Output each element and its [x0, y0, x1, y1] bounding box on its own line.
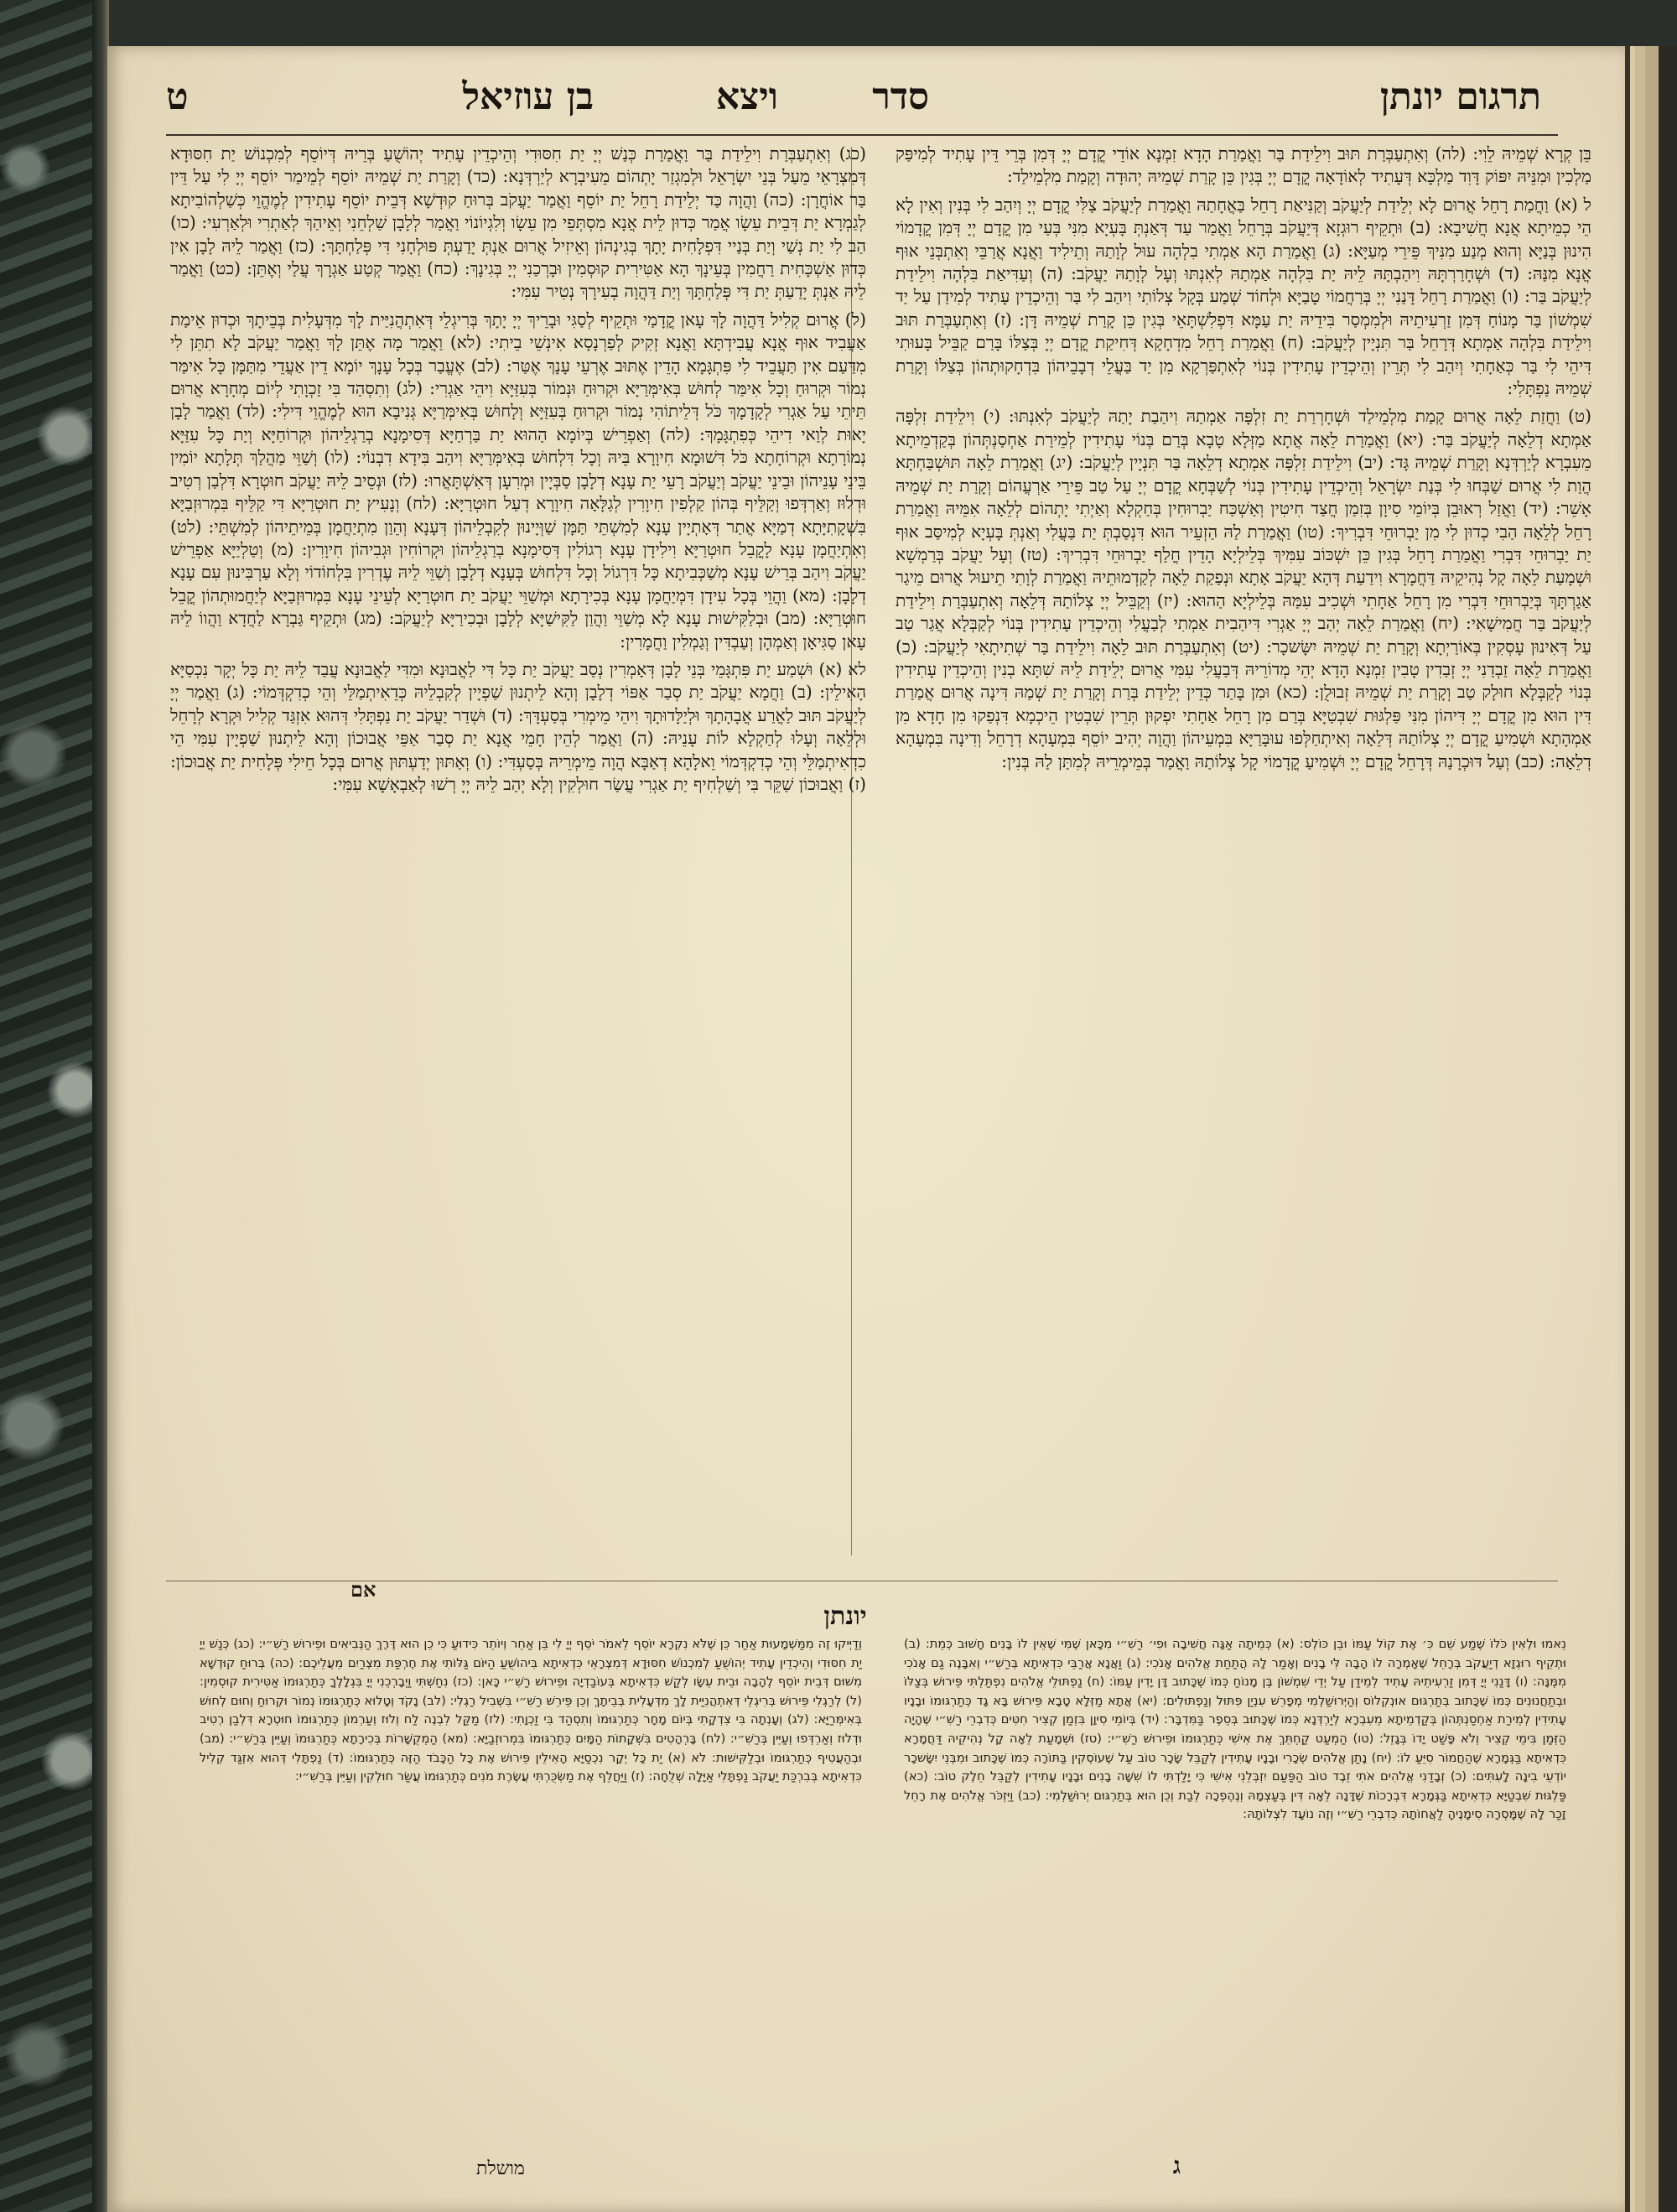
header-folio-letter: ט [166, 75, 189, 118]
header-parasha-name: ויצא [715, 75, 778, 118]
commentary-text: נֵאמוּ וּלְאִין כֹּלוֹ שֶׁמַע שֵׁם כִּ׳ אֶת קוֹל עַמּוֹ וּבֵן כּוֹלְס: (א) כְּמֵיתָה אַגָּה חֲשִׁיבָה וּפִי׳ רַשִׁ״י מִכָּאן שֶׁמִּי שֶׁאֵין לוֹ בָּנִים חָשׁוּב כְּמֵת: (ב) וּתְקֵיף רוּגְזָא דְיַעֲקֹב בְּרָחֵל שֶׁאָמְרָה לוֹ הָבָה לִּי בָנִים וְאָמַר לָהּ הֲתַחַת אֱלֹהִים אָנֹכִי: (ג) וַאֲנָא אֲרַבֵּי כִּדְאִיתָא בְּרַשִׁ״י וְאִבָּנֶה גַם אָנֹכִי מִמֶּנָּה: (ו) דָּנַנִי יְיָ דְּמִן זַרְעִיתֵיהּ עָתִיד לְמֵידַן עַל יְדֵי שִׁמְשׁוֹן בֶּן מָנוֹחַ כְּמוֹ שֶׁכָּתוּב דָּן יָדִין עַמּוֹ: (ח) נַפְתּוּלֵי אֱלֹהִים נִפְתַּלְתִּי פֵּירוּשׁ בְּצַלּוֹ וּבְתַחֲנוּנִים כְּמוֹ שֶׁכָּתוּב בְּתַרְגּוּם אוּנְקְלוֹס וְהַיְּרוּשַׁלְמִי מְפָרֵשׁ עִנְיַן פִּתּוּל וְנַפְתּוּלִים: (יא) אֲתָא מַזְּלָא טָבָא פֵּירוּשׁ בָּא גָד כְּתַרְגּוּמוֹ וּבָנָיו עָתִידִין לְמֵירַת אַחְסַנְתְּהוֹן בְּקַדְמֵיתָא מֵעִבְרָא לְיַרְדְּנָא כְּמוֹ שֶׁכָּתוּב בְּסֵפֶר בַּמִּדְבָּר: (יד) בְּיוֹמֵי סִיוָן בִּזְמַן קְצִיר חִטִּים כְּדִבְרֵי רַשִׁ״י שֶׁהָיָה הַזְּמַן בִּימֵי קְצִיר וְלֹא פָּשַׁט יָדוֹ בְּגָזֵל: (טו) הַמְעַט קַחְתֵּךְ אֶת אִישִׁי כְּתַרְגּוּמוֹ וּפֵירוּשׁ רַשִׁ״י: (טז) וּשְׁמָעַת לֵאָה קָל נְהִיקֵיהּ דַּחֲמָרָא כִּדְאִיתָא בַּגְּמָרָא שֶׁהַחֲמוֹר סִיֵּעַ לוֹ: (יח) נָתַן אֱלֹהִים שְׂכָרִי וּבָנָיו עָתִידִין לְקַבֵּל שָׂכָר טוֹב עַל שֶׁעוֹסְקִין בַּתּוֹרָה כְּמוֹ שֶׁכָּתוּב וּמִבְּנֵי יִשָּׂשכָר יוֹדְעֵי בִינָה לָעִתִּים: (כ) זְבָדַנִי אֱלֹהִים אֹתִי זֵבֶד טוֹב הַפַּעַם יִזְבְּלֵנִי אִישִׁי כִּי יָלַדְתִּי לוֹ שִׁשָּׁה בָנִים וּבָנָיו עָתִידִין לְקַבֵּל חֵלֶק טוֹב: (כא) פַּלְגּוּת שִׁבְטַיָּא כִּדְאִיתָא בַּגְּמָרָא דִּבְרָכוֹת שֶׁדָּנָה לֵאָה דִּין בְּעַצְמָהּ וְנֶהֶפְכָה לְבַת וְכֵן הוּא בְּתַרְגּוּם יְרוּשַׁלְמִי: (כב) וַיִּזְכֹּר אֱלֹהִים אֶת רָחֵל זָכַר לָהּ שֶׁמָּסְרָה סִימָנֶיהָ לַאֲחוֹתָהּ כְּדִבְרֵי רַשִׁ״י וְזֶה נוֹעָד לִצְלוֹתָהּ: [904, 1637, 1566, 1822]
commentary-column-left [200, 1635, 862, 2155]
next-page-edge [1625, 46, 1677, 2212]
text-paragraph: לא (א) וּשְׁמַע יַת פִּתְגָּמֵי בְּנֵי לָבָן דְּאָמְרִין נְסַב יַעֲקֹב יַת כָּל דִּי לַאֲבוּנָא וּמִדִּי לַאֲבוּנָא עֲבַד לֵיהּ יַת כָּל יְקָר נִכְסַיָּא הָאִילֵין: (ב) וַחֲמָא יַעֲקֹב יַת סְבַר אַפּוֹי דְלָבָן וְהָא לֵיתְנוּן שַׁפְיָין לְקִבְלֵיהּ כְּדֵאִיתְמַלֵּי וְהֵי כְדִקְדְּמוֹי: (ג) וַאֲמַר יְיָ לְיַעֲקֹב תּוּב לַאֲרַע אֲבָהָתָךְ וּלְיַלָּדוּתָךְ וִיהֵי מֵימְרִי בְּסַעְדָּךְ: (ד) וּשְׁדַר יַעֲקֹב יַת נַפְתָּלִי דְּהוּא אִזְגַּד קְלִיל וּקְרָא לְרָחֵל וּלְלֵאָה וְעָלוּ לְחַקְלָא לוֹת עָנֵיהּ: (ה) וַאֲמַר לְהֵין חָמֵי אֲנָא יַת סְבַר אַפֵּי אֲבוּכוֹן וְהָא לֵיתְנוּן שַׁפְיָין עִמִּי הֵי כִדְאִיתְמַלֵּי וְהֵי כְדִקְדְּמוֹי וֵאלָהָא דְאַבָּא הֲוָה מֵימְרֵיהּ בְּסַעְדִּי: (ו) וְאַתּוּן יְדַעְתּוּן אֲרוּם בְּכָל חֵילִי פְּלָחִית יַת אֲבוּכוֹן: (ז) וַאֲבוּכוֹן שַׁקֵּר בִּי וְשַׁלְחִיף יַת אַגְרִי עֲשַׂר חוּלְקִין וְלָא יְהַב לֵיהּ יְיָ רְשׁוּ לְאַבְאָשָׁא עִמִּי: [170, 658, 866, 794]
text-paragraph: ל (א) וַחֲמַת רָחֵל אֲרוּם לָא יְלֵידַת לְיַעֲקֹב וְקַנִּיאַת רָחֵל בַּאֲחָתַהּ וַאֲמַרַת לְיַעֲקֹב צַלִּי קֳדָם יְיָ וְיִהַב לִי בְּנִין וְאִין לָא הֵי כְמֵיתָא אֲנָא חֲשִׁיבָא: (ב) וּתְקֵיף רוּגְזָא דְּיַעֲקֹב בְּרָחֵל וַאֲמַר עַד דְּאַנְתְּ בָּעְיָא מִנִּי בְּעַי מִן קֳדָם יְיָ דְּמִן קֳדָמוֹי הִינוּן בְּנַיָּא וְהוּא מְנַע מִנִּיךְ פֵּירֵי מְעַיָּא: (ג) וַאֲמַרַת הָא אַמְתִי בִלְהָה עוּל לְוָתַהּ וְתֵילִיד וַאֲנָא אֲרַבֵּי וְאִתְבְּנֵי אוּף אֲנָא מִנַּהּ: (ד) וּשְׁחָרַרְתָּהּ וִיהַבְתָּהּ לֵיהּ יַת בִּלְהָה אַמְתַהּ לְאִנְתּוּ וְעָל לְוָתַהּ יַעֲקֹב: (ה) וְעַדִּיאַת בִּלְהָה וִילֵידַת לְיַעֲקֹב בַּר: (ו) וַאֲמַרַת רָחֵל דָּנַנִי יְיָ בְּרַחֲמוֹי טָבַיָּא וּלְחוֹד שְׁמַע בְּקָל צְלוֹתִי וִיהַב לִי בַּר וְהֵיכְדֵין עָתִיד לְמִידַן עַל יַד שִׁמְשׁוֹן בַּר מָנוֹחַ דְּמִן זַרְעִיתֵיהּ וּלְמִמְסַר בִּידֵיהּ יַת עַמָּא דִּפְלִשְׁתָּאֵי בְּגִין כֵּן קָרַת שְׁמֵיהּ דָּן: (ז) וְאִתְעַבְּרַת תּוּב וִילֵידַת בִּלְהָה אַמְתָא דְּרָחֵל בַּר תִּנְיָין לְיַעֲקֹב: (ח) וַאֲמַרַת רָחֵל מִדְחָקָא דְּחִיקַת קֳדָם יְיָ בְּצַלּוֹ בָּרַם קַבֵּיל בָּעוּתִי דִּיהֵי לִי בַּר כְּאַחָתִי וְיִהַב לִי תְּרֵין וְהֵיכְדֵין עָתִידִין בְּנוֹי לְאִתְפַּרְקָא מִן יַד בַּעֲלֵי דְבָבֵיהוֹן בִּדְחָקוּתְהוֹן בְּצַלּוֹ וְקָרַת שְׁמֵיהּ נַפְתָּלִי: [896, 194, 1591, 399]
text-paragraph: (ט) וַחֲזַת לֵאָה אֲרוּם קָמַת מִלְמֵילַד וּשְׁחָרְרַת יַת זִלְפָּה אַמְתַהּ וִיהַבַת יָתַהּ לְיַעֲקֹב לְאִנְתּוּ: (י) וִילֵידַת זִלְפָּה אַמְתָא דְלֵאָה לְיַעֲקֹב בַּר: (יא) וַאֲמַרַת לֵאָה אֲתָא מַזְּלָא טָבָא בְּרַם בְּנוֹי עָתִידִין לְמֵירַת אַחְסַנְתְּהוֹן בְּקַדְמֵיתָא מֵעִבְרָא לְיַרְדְּנָא וְקָרַת שְׁמֵיהּ גָּד: (יב) וִילֵידַת זִלְפָּה אַמְתָא דְלֵאָה בַּר תִּנְיָין לְיַעֲקֹב: (יג) וַאֲמַרַת לֵאָה תּוּשְׁבַּחְתָּא הֲוַת לִי אֲרוּם שַׁבְּחוּ לִי בְּנַת יִשְׂרָאֵל וְהֵיכְדֵין עָתִידִין בְּנוֹי לְשַׁבְּחָא קֳדָם יְיָ עַל טַב פֵּירֵי אַרְעֲהוֹם וְקָרַת יַת שְׁמֵיהּ אָשֵׁר: (יד) וַאֲזַל רְאוּבֵן בְּיוֹמֵי סִיוָן בְּזִמַן חֲצַד חִיטִין וְאַשְׁכַּח יַבְרוּחִין בְּחַקְלָא וְאַיְתִי יָתְהוֹם לְלֵאָה אִמֵּיהּ וַאֲמַרַת רָחֵל לְלֵאָה הַבִי כְדוּן לִי מִן יַבְרוּחֵי דִּבְרִיךְ: (טו) וַאֲמַרַת לַהּ הַזְעֵיר הוּא דִּנְסַבְתְּ יַת בַּעֲלִי וְאַנְתְּ בָּעְיָא לְמִיסַּב אוּף יַת יַבְרוּחֵי דִּבְרִי וַאֲמַרַת רָחֵל בְּגִין כֵּן יִשְׁכּוֹב עִמִּיךְ בְּלֵילְיָא הָדֵין חֳלַף יַבְרוּחֵי דִּבְרִיךְ: (טז) וְעָל יַעֲקֹב בְּרַמְשָׁא וּשְׁמָעַת לֵאָה קָל נְהִיקֵיהּ דַּחֲמָרָא וִידַעַת דְּהָא יַעֲקֹב אָתָא וּנְפַקַת לֵאָה לְקַדְמוּתֵיהּ וַאֲמַרַת לְוָתִי תֵיעוּל אֲרוּם מֵיגַר אַגַרְתָּךְ בְּיַבְרוּחֵי דִּבְרִי מִן רָחֵל אַחָתִי וּשְׁכִיב עִמַּהּ בְּלֵילְיָא הַהוּא: (יז) וְקַבֵּיל יְיָ צְלוֹתַהּ דְּלֵאָה וְאִתְעַבְּרַת וִילֵידַת לְיַעֲקֹב בַּר חֲמִישָׁאִי: (יח) וַאֲמַרַת לֵאָה יְהַב יְיָ אַגְרִי דִּיהַבִית אַמְתִי לְבַעֲלִי וְהֵיכְדֵין עָתִידִין בְּנוֹי לְקַבְּלָא אֲגַר טַב עַל דְּאִינוּן עָסְקִין בְּאוֹרַיְתָא וְקָרַת יַת שְׁמֵיהּ יִשָּׂשכָר: (יט) וְאִתְעַבְּרַת תּוּב לֵאָה וִילֵידַת בַּר שְׁתִיתָאִי לְיַעֲקֹב: (כ) וַאֲמַרַת לֵאָה זַבְדַנִי יְיָ זְבַדִין טָבִין זִמְנָא הָדָא יְהֵי מְדוֹרֵיהּ דְּבַעֲלִי עִמִּי אֲרוּם יְלֵידַת לֵיהּ שִׁתָּא בְנִין וְהֵיכְדֵין עָתִידִין בְּנוֹי לְקַבְּלָא חוּלָק טַב וְקָרַת יַת שְׁמֵיהּ זְבוּלֻן: (כא) וּמִן בָּתַר כְּדֵין יְלֵידַת בְּרַת וְקָרַת יַת שְׁמַהּ דִּינָה אֲרוּם אֲמַרַת דִּין הוּא מִן קֳדָם יְיָ דִּיהוֹן מִנִּי פַּלְגּוּת שִׁבְטַיָּא בְּרַם מִן רָחֵל אַחָתִי יִפְקוּן תְּרֵין שִׁבְטִין הֵיכְמָא דִּנְפַקוּ מִן חָדָא מִן אַמְהָתָא וּשְׁמִיעַ קֳדָם יְיָ צְלוֹתַהּ דְּלֵאָה וְאִיתְחַלְּפוּ עוּבָּרַיָּא בִּמְעֵיהוֹן וַהֲוָה יְהִיב יוֹסֵף בִּמְעָהָא דְרָחֵל וְדִינָה בִּמְעָהָא דְלֵאָה: (כב) וְעַל דּוּכְרָנַהּ דְּרָחֵל קֳדָם יְיָ וּשְׁמִיעַ קֳדָמוֹי קָל צְלוֹתַהּ וַאֲמַר בְּמֵימְרֵיהּ לְמִתַּן לַהּ בְּנִין: [896, 406, 1591, 771]
signature-letter: ג [1172, 2152, 1181, 2179]
commentary-title: יונתן [823, 1602, 867, 1631]
header-title-right: תרגום יונתן [1379, 75, 1541, 118]
book-page [107, 46, 1625, 2212]
book-spine [92, 0, 109, 2212]
main-text-column-left [170, 143, 866, 1581]
header-seder-label: סדר [872, 75, 929, 118]
header-title-left: בן עוזיאל [462, 75, 594, 118]
printer-signature-mark: מושלת [476, 2158, 525, 2179]
commentary-column-right [904, 1635, 1566, 2155]
text-paragraph: (ל) אֲרוּם קְלִיל דַּהֲוָה לָךְ עָאן קֳדָמַי וּתְקֵיף לְסַגִּי וּבָרֵיךְ יְיָ יָתָךְ בְּרִיגְלֵי דְּאִתְהֲנִיַּית לָךְ מִדְּעָלִית בְּבֵיתָךְ וּכְדוּן אֵימַת אַעֲבִיד אוּף אֲנָא עֲבִידְתָּא וַאֲנָא זְקִיק לְפַרְנָסָא אִינְשֵׁי בֵיתִי: (לא) וַאֲמַר מָה אֶתֵּן לָךְ וַאֲמַר יַעֲקֹב לָא תִתֵּן לִי מִדַּעַם אִין תַּעֲבֵיד לִי פִּתְגָּמָא הָדֵין אֶתּוּב אֶרְעֵי עָנָךְ אֶטַּר: (לב) אֶעֱבַר בְּכָל עָנָךְ יוֹמָא דֵין אַעֲדֵי מִתַּמָּן כָּל אִימַּר נְמוֹר וּקְרוּחַ וְכָל אִימַּר לְחוּשׁ בְּאִימְּרַיָּא וּקְרוּחַ וּנְמוֹר בְּעִזַּיָּא וִיהֵי אַגְרִי: (לג) וְתִסְהַד בִּי זַכְוָתִי לְיוֹם מְחָרָא אֲרוּם תֵּיתֵי עַל אַגְרִי לְקָדָמָךְ כֹּל דְּלֵיתוֹהִי נְמוֹר וּקְרוּחַ בְּעִזַּיָּא וְלָחוּשׁ בְּאִימְּרַיָּא גְּנִיבָא הוּא לְמֶהֱוֵי דִּילִי: (לד) וַאֲמַר לָבָן יָאוּת לְוַאי דִיהֵי כְּפִתְגָּמָךְ: (לה) וְאַפְרֵישׁ בְּיוֹמָא הַהוּא יַת בַּרְחַיָּא דְּסִימָנָא בְרַגְלֵיהוֹן וּקְרוֹחַיָּא וְיַת כָּל עִזַּיָּא נְמוֹרָתָא וּקְרוֹחָתָא כֹּל דִּשׁוּמָא חִיוָרָא בֵּיהּ וְכָל דִּלְחוּשׁ בְּאִימְּרַיָּא וִיהַב בִּידָא דִבְנוֹי: (לו) וְשַׁוֵּי מַהֲלַךְ תְּלָתָא יוֹמִין בֵּינֵי עָנֵיהוֹן וּבֵינֵי יַעֲקֹב וְיַעֲקֹב רָעֵי יַת עָנָא דְלָבָן סַבְּיָין וּמְרִעָן דְּאִשְׁתָּאֲרוּ: (לז) וּנְסֵיב לֵיהּ יַעֲקֹב חוּטְרָא דִּלְבַן רְטִיב וּדְלוּז וְאַרְדְּפוּ וְקַלֵּיף בְּהוֹן קַלְפִין חִיוָרִין לְגַלָּאָה חִיוָרָא דְעַל חוּטְרַיָּא: (לח) וְנָעִיץ יַת חוּטְרַיָּא דִּי קַלֵּיף בִּמְרוּזְבַיָּא בִּשְׁקָתִיָּתָא דְמַיָּא אֲתַר דְּאָתְיָין עָנָא לְמִשְׁתֵּי תַּמָּן שַׁוְּיָינוּן לְקִבְלֵיהוֹן דְּעָנָא וְהֵוַן מִתְיַחֲמָן בְּמֵיתֵיהוֹן לְמִשְׁתֵּי: (לט) וְאִתְיַחֲמָן עָנָא לָקֳבֵל חוּטְרַיָּא וִילִידָן עָנָא רְגוֹלִין דְּסִימָנָא בְרַגְלֵיהוֹן וּקְרוֹחִין וּגְבִיהוֹן חִיוָרִין: (מ) וְטַלְיַיָּא אַפְרֵישׁ יַעֲקֹב וִיהַב בְּרֵישׁ עָנָא מְשַׁכְּבִיתָא כָּל דִּרְגוֹל וְכָל דִּלְחוּשׁ בְּעָנָא דְלָבָן וְשַׁוֵּי לֵיהּ עֶדְרִין בִּלְחוֹדוֹי וְלָא עַרְבִּינוּן עִם עָנָא דְלָבָן: (מא) וַהֲוֵי בְּכָל עִידָן דִּמְיַחֲמָן עָנָא בְּכִירָתָא וּמְשַׁוֵּי יַעֲקֹב יַת חוּטְרַיָּא לְעֵינֵי עָנָא בִּמְרוּזְבַיָּא לְיַחֲמוּתְהוֹן קֳבֵל חוּטְרַיָּא: (מב) וּבְלַקִּישׁוּת עָנָא לָא מְשַׁוֵּי וַהֲוַן לַקִּישַׁיָּא לְלָבָן וּבְכִירַיָּא לְיַעֲקֹב: (מג) וּתְקֵיף גַּבְרָא לַחֲדָא וַהֲווֹ לֵיהּ עָאן סַגִּיאָן וְאַמְהָן וְעַבְדִּין וְגַמְלִין וַחֲמָרִין: [170, 309, 866, 652]
catchword: אם [350, 1577, 376, 1602]
running-header [158, 75, 1566, 126]
text-paragraph: (כג) וְאִתְעַבְּרַת וִילֵידַת בַּר וַאֲמַרַת כְּנַשׁ יְיָ יַת חִסּוּדִי וְהֵיכְדֵין עָתִיד יְהוֹשֻׁעַ בְּרֵיהּ דְּיוֹסֵף לְמִכְנוֹשׁ יַת חִסּוּדָא דְּמִצְרָאֵי מֵעַל בְּנֵי יִשְׂרָאֵל וּלְמִגְזַר יָתְהוֹם מֵעִיבְרָא לְיַרְדְּנָא: (כד) וְקָרַת יַת שְׁמֵיהּ יוֹסֵף לְמֵימַר יוֹסֵף יְיָ לִי עַל דֵּין בַּר אוֹחֲרָן: (כה) וַהֲוָה כַּד יְלֵידַת רָחֵל יַת יוֹסֵף וַאֲמַר יַעֲקֹב בְּרוּחַ קוּדְשָׁא דְּבֵית יוֹסֵף עָתִידִין לְמֶהֱוֵי כְּשַׁלְהוֹבִיתָא לְגַמְרָא יַת דְּבֵית עֵשָׂו אֲמַר כְּדוּן לֵית אֲנָא מִסְתְּפֵי מִן עֵשָׂו וְלִגְיוֹנוֹי וַאֲמַר לְלָבָן שַׁלְחֵנִי וְאֵיהַךְ לְאַתְרִי וּלְאַרְעִי: (כו) הַב לִי יַת נְשַׁי וְיַת בְּנַיי דִּפְלָחִית יָתָךְ בְּגִינְהוֹן וְאֵיזִיל אֲרוּם אַנְתְּ יָדַעְתְּ פּוּלְחָנִי דִּי פְּלַחְתָּךְ: (כז) וַאֲמַר לֵיהּ לָבָן אִין כְּדוּן אַשְׁכָּחִית רַחֲמִין בְּעֵינָךְ הָא אַטִּירִית קוּסְמִין וּבָרְכַנִי יְיָ בְּגִינָךְ: (כח) וַאֲמַר קְטַע אַגְרָךְ עֲלַי וְאֶתֵּן: (כט) וַאֲמַר לֵיהּ אַנְתְּ יָדַעַתְּ יַת דִּי פְּלַחְתָּךְ וְיַת דַּהֲוָה בְעִירָךְ נְטִיר עִמִּי: [170, 143, 866, 302]
header-rule [166, 134, 1558, 136]
commentary-text: וְדַיְּיקוּ זֶה מִמַּשְׁמָעוּת אַחַר כֵּן שֶׁלֹּא נִקְרָא יוֹסֵף לֵאמֹר יֹסֵף יְיָ לִי בֵּן אַחֵר וְיוֹתֵר כִּידוּעַ כִּי כֵן הוּא דֶּרֶךְ הַנְּבִיאִים וּפֵירוּשׁ רַשִׁ״י: (כג) כְּנַשׁ יְיָ יַת חִסּוּדִי וְהֵיכְדֵין עָתִיד יְהוֹשֻׁעַ לְמִכְנוֹשׁ חִסּוּדָא דְּמִצְרָאֵי כִּדְאִיתָא בִּיהוֹשֻׁעַ הַיּוֹם גַּלּוֹתִי אֶת חֶרְפַּת מִצְרַיִם מֵעֲלֵיכֶם: (כה) בְּרוּחַ קוּדְשָׁא מִשּׁוּם דְּבֵית יוֹסֵף לֶהָבָה וּבֵית עֵשָׂו לְקַשׁ כִּדְאִיתָא בְּעוֹבַדְיָה וּפֵירוּשׁ רַשִׁ״י כָּאן: (כז) נִחַשְׁתִּי וַיְבָרְכֵנִי יְיָ בִּגְלָלֶךָ כְּתַרְגּוּמוֹ אַטִּירִית קוּסְמִין: (ל) לְרַגְלִי פֵּירוּשׁ בְּרִיגְלֵי דְּאִתְהֲנִיַּית לָךְ מִדְּעָלִית בְּבֵיתָךְ וְכֵן פֵּירֵשׁ רַשִׁ״י בִּשְׁבִיל רַגְלִי: (לב) נָקֹד וְטָלוּא כְּתַרְגּוּמוֹ נְמוֹר וּקְרוּחַ וְחוּם לְחוּשׁ בְּאִימְּרַיָּא: (לג) וְעָנְתָה בִּי צִדְקָתִי בְּיוֹם מָחָר כְּתַרְגּוּמוֹ וְתִסְהַד בִּי זַכְוָתִי: (לז) מַקַּל לִבְנֶה לַח וְלוּז וְעַרְמוֹן כְּתַרְגּוּמוֹ חוּטְרָא דִּלְבַן רְטִיב וּדְלוּז וְאַרְדְּפוּ וְעַיֵּין בְּרַשִׁ״י: (לח) בָּרְהָטִים בִּשְׁקָתוֹת הַמָּיִם כְּתַרְגּוּמוֹ בִּמְרוּזְבַיָּא: (מא) הַמְקֻשָּׁרוֹת בְּכִירָתָא כְּתַרְגּוּמוֹ וְעַיֵּין בְּרַשִׁ״י: (מב) וּבְהַעֲטִיף כְּתַרְגּוּמוֹ וּבְלַקִּישׁוּת: לא (א) יַת כָּל יְקָר נִכְסַיָּא הָאִילֵין פֵּירוּשׁ אֶת כָּל הַכָּבֹד הַזֶּה כְּתַרְגּוּמוֹ: (ד) נַפְתָּלִי דְּהוּא אִזְגַּד קְלִיל כִּדְאִיתָא בְּבִרְכַּת יַעֲקֹב נַפְתָּלִי אַיָּלָה שְׁלֻחָה: (ז) וַיַּחֲלֵף אֶת מַשְׂכֻּרְתִּי עֲשֶׂרֶת מֹנִים כְּתַרְגּוּמוֹ עֲשַׂר חוּלְקִין וְעַיֵּין בְּרַשִׁ״י: [200, 1637, 862, 1784]
main-text-column-right [896, 143, 1591, 1581]
text-paragraph: בֵּן קְרָא שְׁמֵיהּ לֵוִי: (לה) וְאִתְעַבְּרַת תּוּב וִילֵידַת בַּר וַאֲמַרַת הָדָא זִמְנָא אוֹדֵי קֳדָם יְיָ דְּמִן בְּרֵי דֵּין עָתִיד לְמִיפַּק מַלְכִין וּמִנֵּיהּ יִפּוֹק דָּוִד מַלְכָּא דְּעָתִיד לְאוֹדָאָה קֳדָם יְיָ בְּגִין כֵּן קָרַת שְׁמֵיהּ יְהוּדָה וְקָמַת מִלְמֵילַד: [896, 143, 1591, 187]
